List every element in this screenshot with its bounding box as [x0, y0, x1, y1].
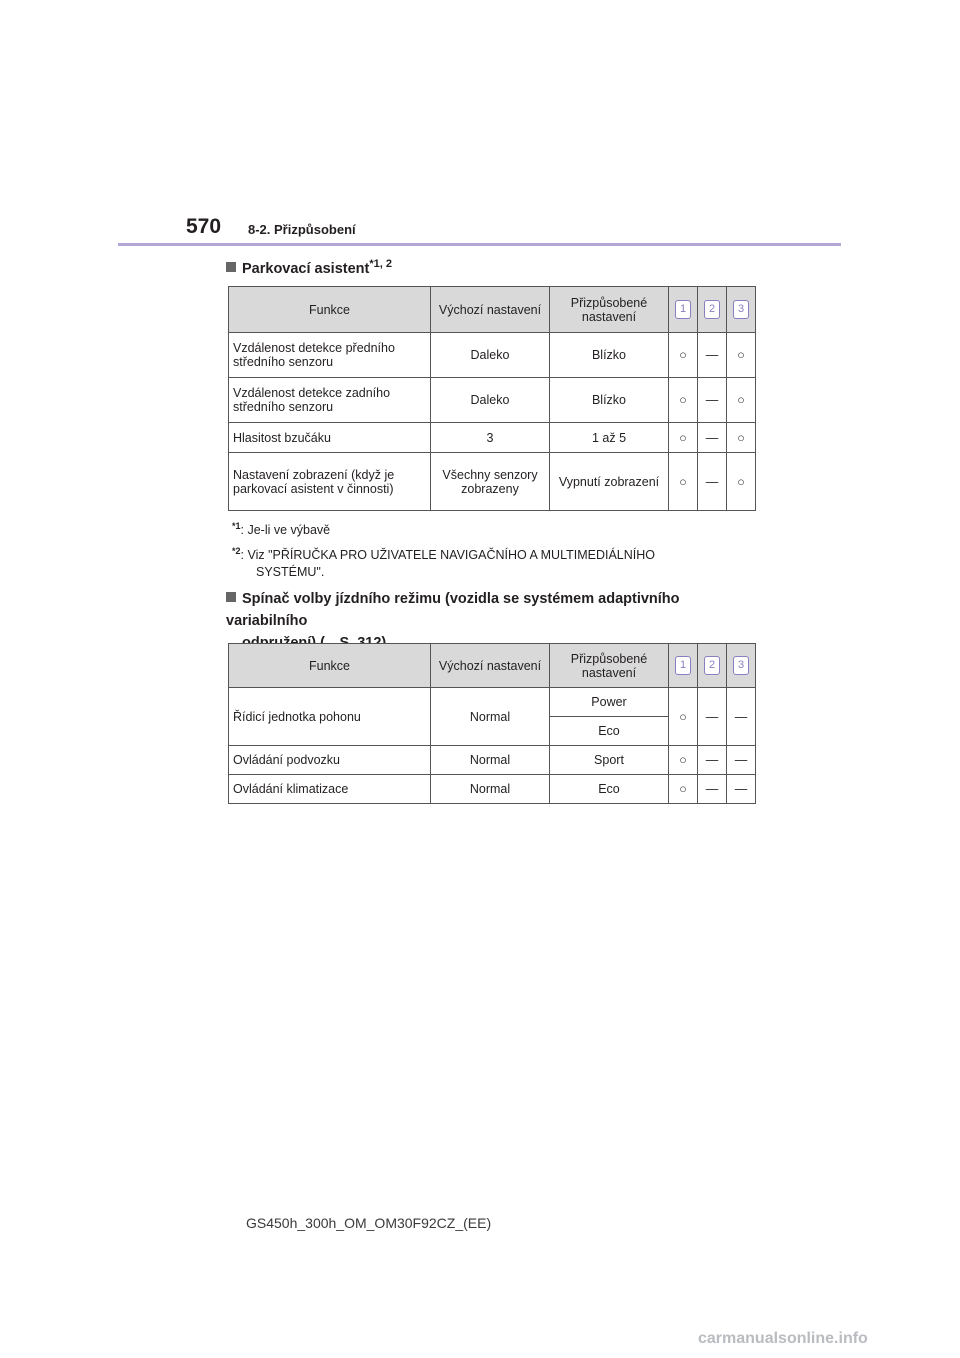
cell-prizpusobene: Eco: [550, 717, 669, 746]
cell-funkce: Řídicí jednotka pohonu: [229, 688, 431, 746]
number-1-icon: 1: [675, 656, 691, 675]
cell-mark: —: [698, 453, 727, 511]
cell-mark: ○: [669, 775, 698, 804]
cell-mark: —: [698, 333, 727, 378]
cell-mark: ○: [669, 688, 698, 746]
parking-assist-table: [228, 286, 756, 511]
header-rule: [118, 243, 841, 246]
cell-funkce: Vzdálenost detekce předního středního senzoru: [229, 333, 431, 378]
heading-text: Parkovací asistent: [242, 260, 370, 277]
watermark: carmanualsonline.info: [698, 1330, 868, 1347]
cell-mark: —: [698, 746, 727, 775]
cell-funkce: Nastavení zobrazení (když je parkovací asistent v činnosti): [229, 453, 431, 511]
square-bullet-icon: [226, 592, 236, 602]
cell-mark: ○: [669, 333, 698, 378]
cell-mark: ○: [727, 333, 756, 378]
cell-prizpusobene: Blízko: [550, 333, 669, 378]
cell-mark: ○: [669, 453, 698, 511]
cell-prizpusobene: Sport: [550, 746, 669, 775]
cell-vychozi: Daleko: [431, 378, 550, 423]
cell-mark: —: [727, 775, 756, 804]
document-code: GS450h_300h_OM_OM30F92CZ_(EE): [246, 1215, 492, 1231]
cell-vychozi: 3: [431, 423, 550, 453]
number-3-icon: 3: [733, 656, 749, 675]
drive-mode-table: [228, 643, 756, 804]
cell-vychozi: Normal: [431, 688, 550, 746]
footnote-mark: *1: [232, 521, 241, 531]
cell-prizpusobene: Blízko: [550, 378, 669, 423]
table-row: [229, 423, 756, 453]
table-row: [229, 688, 756, 717]
cell-prizpusobene: Eco: [550, 775, 669, 804]
col-header-funkce: Funkce: [229, 287, 431, 333]
page-number: 570: [186, 215, 222, 238]
cell-mark: ○: [669, 423, 698, 453]
section-title: 8-2. Přizpůsobení: [248, 222, 356, 237]
footnote-text: : Viz "PŘÍRUČKA PRO UŽIVATELE NAVIGAČNÍHO A MULTIMEDIÁLNÍHO: [240, 548, 655, 563]
cell-mark: ○: [669, 746, 698, 775]
number-1-icon: 1: [675, 300, 691, 319]
heading-text: Spínač volby jízdního režimu (vozidla se systémem adaptivního variabilního: [226, 591, 680, 629]
col-header-prizpusobene: Přizpůsobené nastavení: [550, 644, 669, 688]
cell-prizpusobene: 1 až 5: [550, 423, 669, 453]
parking-assist-heading: [226, 253, 392, 280]
cell-mark: —: [698, 688, 727, 746]
footnote-2: [232, 543, 752, 581]
table-row: [229, 333, 756, 378]
cell-vychozi: Normal: [431, 775, 550, 804]
cell-mark: —: [698, 775, 727, 804]
cell-mark: —: [698, 378, 727, 423]
heading-footnote-mark: *1, 2: [369, 258, 392, 270]
table-row: [229, 453, 756, 511]
cell-funkce: Ovládání klimatizace: [229, 775, 431, 804]
square-bullet-icon: [226, 262, 236, 272]
table-row: [229, 378, 756, 423]
col-header-prizpusobene: Přizpůsobené nastavení: [550, 287, 669, 333]
cell-mark: ○: [727, 453, 756, 511]
footnote-mark: *2: [232, 546, 241, 556]
footnote-1: [232, 518, 330, 539]
cell-prizpusobene: Vypnutí zobrazení: [550, 453, 669, 511]
cell-vychozi: Všechny senzory zobrazeny: [431, 453, 550, 511]
cell-funkce: Vzdálenost detekce zadního středního senzoru: [229, 378, 431, 423]
cell-mark: ○: [727, 378, 756, 423]
number-3-icon: 3: [733, 300, 749, 319]
cell-mark: ○: [727, 423, 756, 453]
col-header-funkce: Funkce: [229, 644, 431, 688]
cell-prizpusobene: Power: [550, 688, 669, 717]
number-2-icon: 2: [704, 656, 720, 675]
cell-mark: —: [727, 746, 756, 775]
col-header-vychozi: Výchozí nastavení: [431, 644, 550, 688]
cell-mark: ○: [669, 378, 698, 423]
cell-mark: —: [698, 423, 727, 453]
cell-vychozi: Daleko: [431, 333, 550, 378]
number-2-icon: 2: [704, 300, 720, 319]
cell-mark: —: [727, 688, 756, 746]
footnote-text-cont: SYSTÉMU".: [256, 565, 325, 580]
cell-funkce: Ovládání podvozku: [229, 746, 431, 775]
col-header-vychozi: Výchozí nastavení: [431, 287, 550, 333]
table-row: [229, 746, 756, 775]
cell-vychozi: Normal: [431, 746, 550, 775]
cell-funkce: Hlasitost bzučáku: [229, 423, 431, 453]
table-row: [229, 775, 756, 804]
footnote-text: : Je-li ve výbavě: [240, 523, 331, 538]
